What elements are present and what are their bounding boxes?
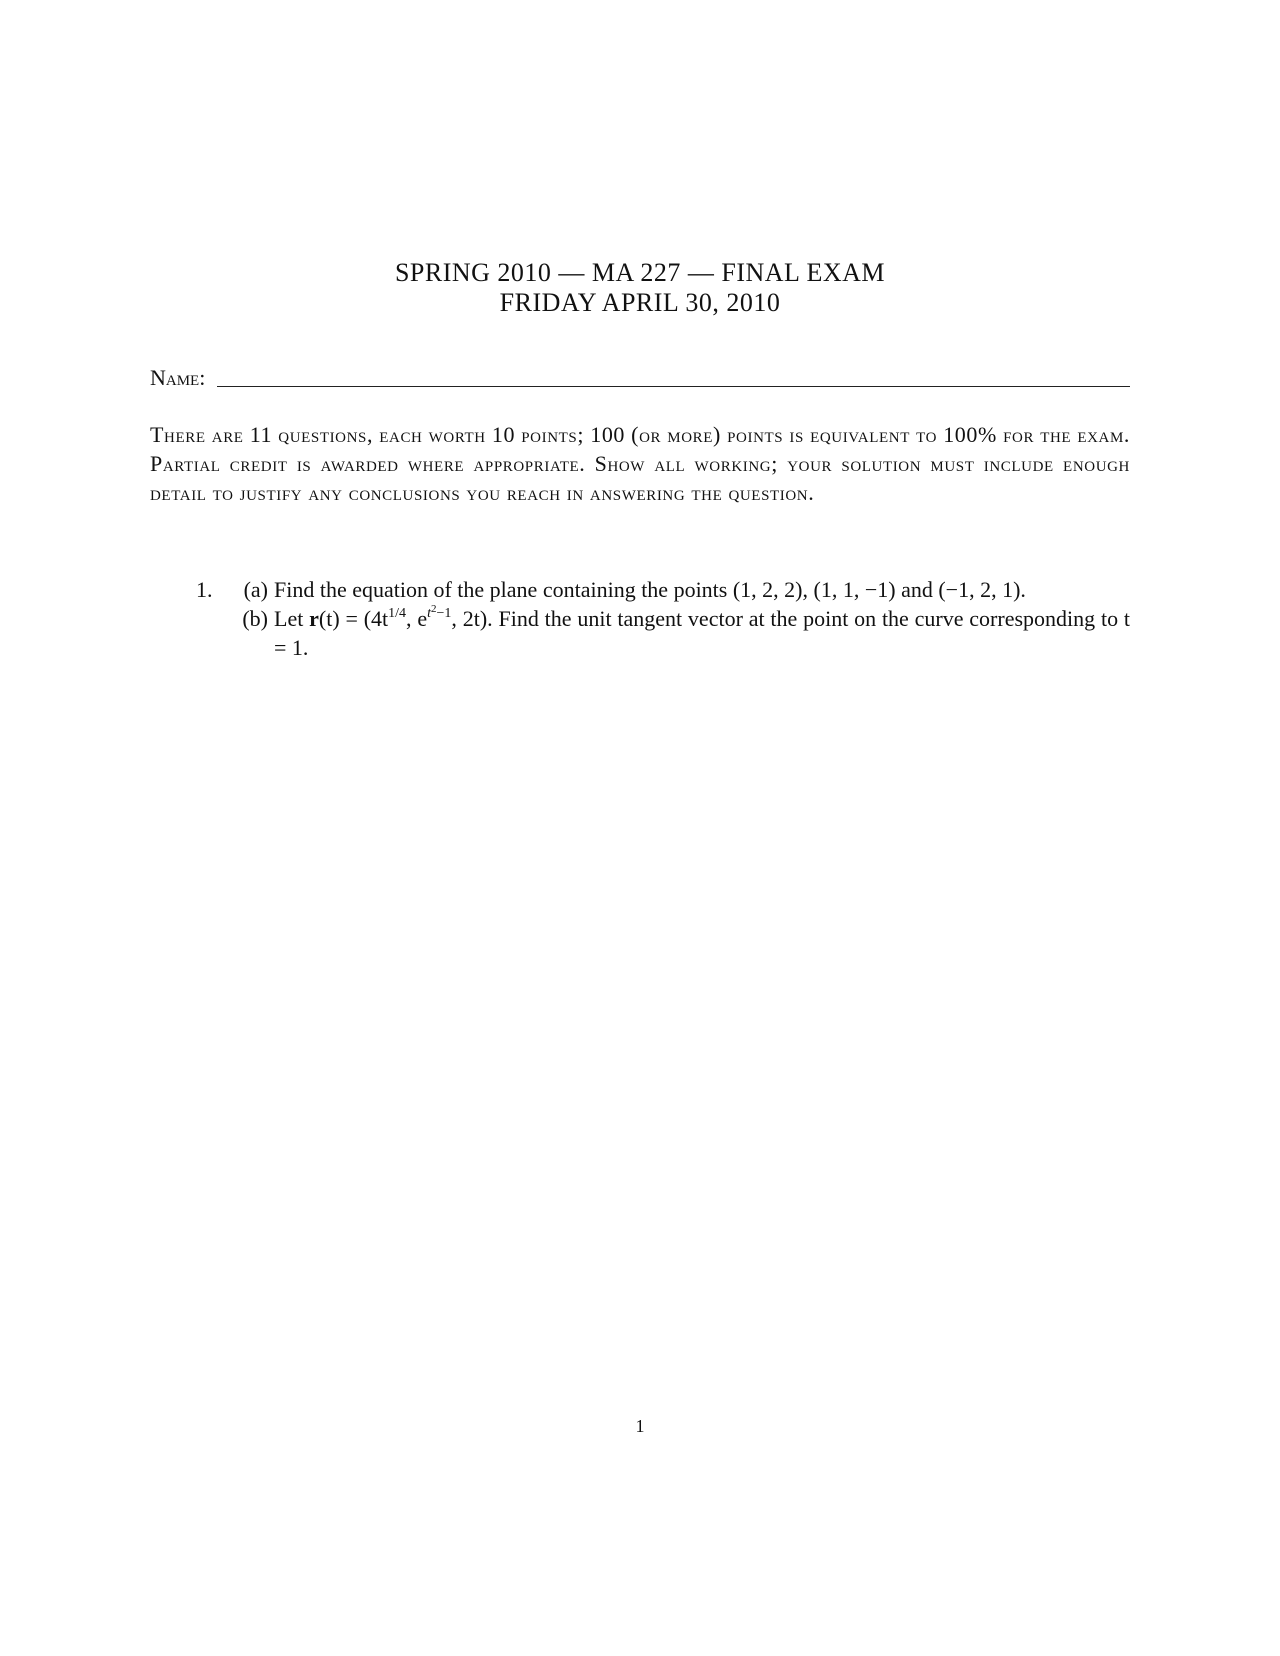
exam-title-line2: FRIDAY APRIL 30, 2010 [499,288,781,317]
part-label: (a) [243,577,268,602]
page-number: 1 [635,1416,645,1436]
question-parts [232,575,1130,662]
part-text-pre: Let [274,606,310,631]
exponent-1: 1/4 [388,606,407,621]
question-number: 1. [196,577,213,602]
exponent-2: t2−1 [427,603,452,621]
exam-title-line1: SPRING 2010 — MA 227 — FINAL EXAM [394,258,886,287]
name-field-row [150,365,1130,391]
equation-mid: , e [406,606,428,631]
name-label: Name: [150,365,206,390]
part-label: (b) [242,606,268,631]
exam-instructions: There are 11 questions, each worth 10 points; 100 (or more) points is equivalent to 100% for the exam. Partial credit is awarded where appropriate. Show all working; your solution must include enough detail to justify any conclusions you reach in answering the question. [150,422,1130,505]
question-1 [196,575,1130,662]
part-text-end: , 2t). Find the unit tangent vector at the point on the curve corresponding to t = 1. [274,606,1130,660]
vector-symbol: r [309,606,319,631]
equation-start: = (4t [339,606,389,631]
question-part-a [232,575,1130,604]
part-text [274,604,1130,662]
name-blank-line[interactable] [217,372,1130,387]
question-part-b [232,604,1130,662]
vector-argument: (t) [318,606,340,631]
part-text: Find the equation of the plane containing the points (1, 2, 2), (1, 1, −1) and (−1, 2, 1). [274,577,1026,602]
exam-title [150,258,1130,318]
